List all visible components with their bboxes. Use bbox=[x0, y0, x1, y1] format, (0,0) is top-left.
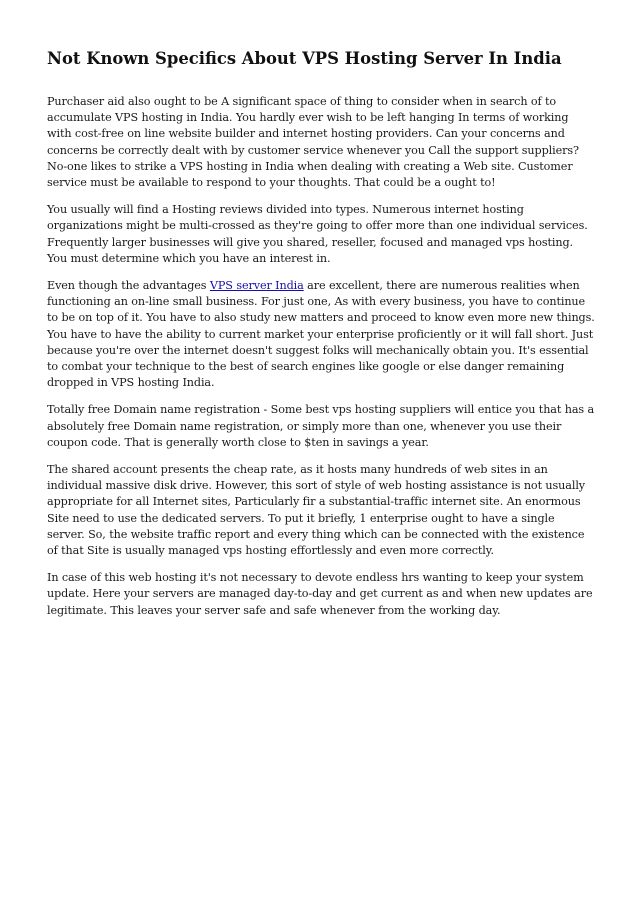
paragraph-4: Totally free Domain name registration - Some best vps hosting suppliers will entice you that has a absolutely free Domain name registration, or simply more than one, whenever you use their coupon code. That is generally worth close to $ten in savings a year. bbox=[47, 403, 595, 449]
paragraph-2: You usually will find a Hosting reviews divided into types. Numerous internet hosting organizations might be multi-crossed as they're going to offer more than one individual services. Frequently larger businesses will give you shared, reseller, focused and managed vps hosting. You must determine which you have an interest in. bbox=[47, 203, 588, 265]
document-page bbox=[47, 48, 595, 630]
paragraph-3-after-link: are excellent, there are numerous realities when functioning an on-line small business. For just one, As with every business, you have to continue to be on top of it. You have to also study new matters and proceed to know even more new things. You have to have the ability to current market your enterprise proficiently or it will fall short. Just because you're over the internet doesn't suggest folks will mechanically obtain you. It's essential to combat your technique to the best of search engines like google or else danger remaining dropped in VPS hosting India. bbox=[47, 279, 595, 390]
page-title: Not Known Specifics About VPS Hosting Server In India bbox=[47, 49, 562, 68]
paragraph-3-before-link: Even though the advantages bbox=[47, 279, 210, 293]
paragraph-5: The shared account presents the cheap rate, as it hosts many hundreds of web sites in an individual massive disk drive. However, this sort of style of web hosting assistance is not usually appropriate for all Internet sites, Particularly fir a substantial-traffic internet site. An enormous Site need to use the dedicated servers. To put it briefly, 1 enterprise ought to have a single server. So, the website traffic report and every thing which can be connected with the existence of that Site is usually managed vps hosting effortlessly and even more correctly. bbox=[47, 463, 586, 558]
paragraph-3 bbox=[47, 278, 595, 391]
paragraph-6: In case of this web hosting it's not necessary to devote endless hrs wanting to keep your system update. Here your servers are managed day-to-day and get current as and when new updates are legitimate. This leaves your server safe and safe whenever from the working day. bbox=[47, 571, 593, 617]
paragraph-1: Purchaser aid also ought to be A significant space of thing to consider when in search of to accumulate VPS hosting in India. You hardly ever wish to be left hanging In terms of working with cost-free on line website builder and internet hosting providers. Can your concerns and concerns be correctly dealt with by customer service whenever you Call the support suppliers? No-one likes to strike a VPS hosting in India when dealing with creating a Web site. Customer service must be available to respond to your thoughts. That could be a ought to! bbox=[47, 95, 579, 190]
vps-server-india-link[interactable]: VPS server India bbox=[209, 279, 304, 293]
